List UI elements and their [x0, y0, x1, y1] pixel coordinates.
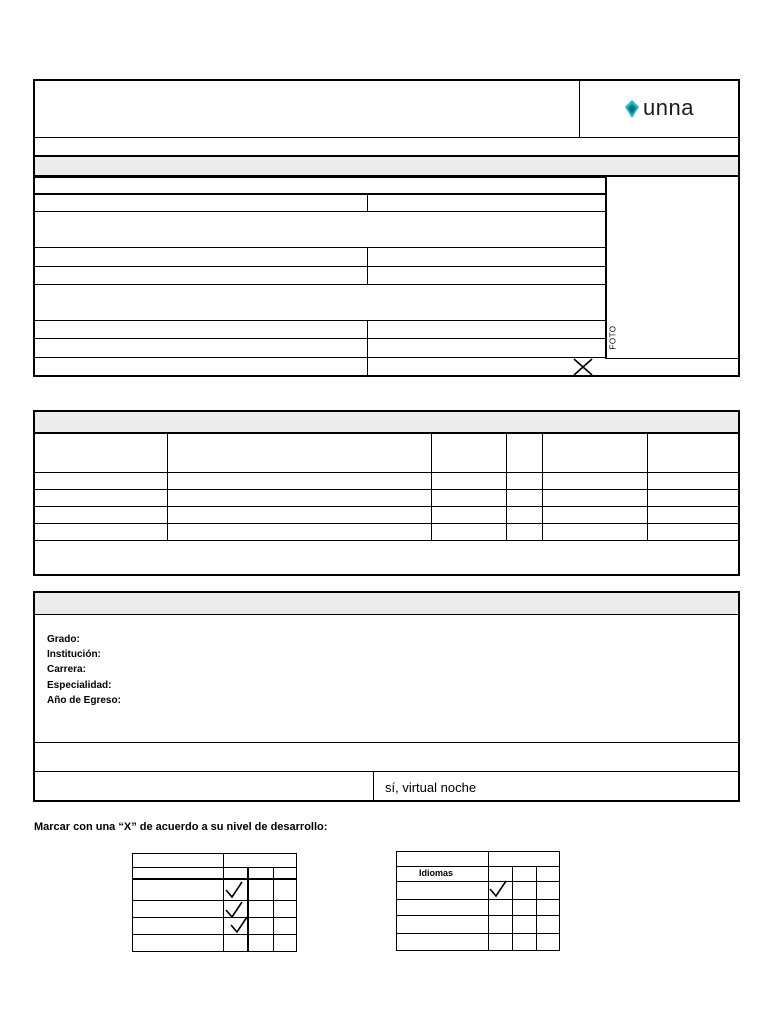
languages-header: Idiomas [419, 868, 454, 878]
section-header-band [35, 157, 738, 175]
logo-divider [579, 81, 580, 138]
photo-box [605, 175, 740, 358]
personal-data-section [33, 79, 740, 377]
skills-table [132, 853, 297, 952]
check-mark-icon [230, 916, 248, 934]
languages-table [396, 851, 560, 951]
section-header-band [35, 593, 738, 614]
modality-value: sí, virtual noche [385, 780, 477, 795]
check-mark-icon [489, 880, 507, 898]
unna-logo-icon [623, 99, 641, 119]
field-especialidad: Especialidad: [47, 680, 112, 691]
personal-data-grid [35, 177, 606, 377]
company-logo [623, 97, 713, 123]
x-mark-icon [573, 358, 593, 376]
photo-label: FOTO [608, 325, 618, 350]
logo-wordmark: unna [643, 95, 694, 120]
field-grado: Grado: [47, 634, 80, 645]
check-mark-icon [225, 881, 243, 899]
field-carrera: Carrera: [47, 664, 86, 675]
skills-instruction: Marcar con una “X” de acuerdo a su nivel de desarrollo: [34, 821, 328, 833]
field-institucion: Institución: [47, 649, 101, 660]
education-section [33, 591, 740, 802]
experience-section [33, 410, 740, 576]
section-header-band [35, 412, 738, 432]
field-anio-egreso: Año de Egreso: [47, 695, 121, 706]
